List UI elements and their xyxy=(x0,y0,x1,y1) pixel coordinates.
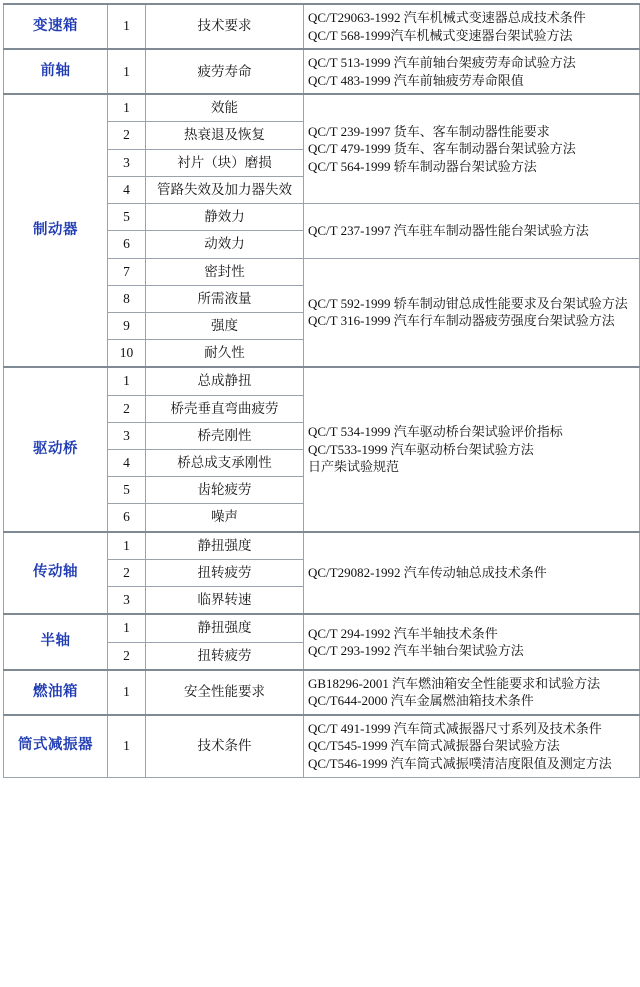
table-row xyxy=(4,614,640,642)
standards-cell xyxy=(304,614,640,669)
component-name-cell: 半轴 xyxy=(4,614,108,669)
table-row xyxy=(4,715,640,777)
row-number-cell: 2 xyxy=(108,395,146,422)
standard-line: QC/T 237-1997 汽车驻车制动器性能台架试验方法 xyxy=(308,223,589,238)
test-item-cell: 技术条件 xyxy=(146,715,304,777)
component-name-cell: 前轴 xyxy=(4,49,108,94)
test-item-cell: 临界转速 xyxy=(146,587,304,615)
standards-cell xyxy=(304,4,640,49)
row-number-cell: 5 xyxy=(108,204,146,231)
table-row xyxy=(4,532,640,560)
row-number-cell: 1 xyxy=(108,715,146,777)
test-item-cell: 静效力 xyxy=(146,204,304,231)
standards-cell xyxy=(304,49,640,94)
table-row xyxy=(4,94,640,122)
standard-line: GB18296-2001 汽车燃油箱安全性能要求和试验方法 xyxy=(308,675,601,691)
standards-cell xyxy=(304,532,640,615)
row-number-cell: 3 xyxy=(108,422,146,449)
test-item-cell: 衬片（块）磨损 xyxy=(146,149,304,176)
table-row xyxy=(4,367,640,395)
row-number-cell: 1 xyxy=(108,367,146,395)
standard-line: QC/T533-1999 汽车驱动桥台架试验方法 xyxy=(308,441,534,457)
standard-line: QC/T 479-1999 货车、客车制动器台架试验方法 xyxy=(308,141,576,157)
standard-line: 日产柴试验规范 xyxy=(308,459,400,475)
row-number-cell: 1 xyxy=(108,49,146,94)
test-item-cell: 强度 xyxy=(146,312,304,339)
component-name-cell: 燃油箱 xyxy=(4,670,108,715)
standards-cell xyxy=(304,670,640,715)
standards-cell xyxy=(304,204,640,258)
standard-line: QC/T29063-1992 汽车机械式变速器总成技术条件 xyxy=(308,10,586,25)
standard-line: QC/T 293-1992 汽车半轴台架试验方法 xyxy=(308,643,524,659)
standard-line: QC/T545-1999 汽车筒式减振器台架试验方法 xyxy=(308,738,560,754)
component-name-cell: 驱动桥 xyxy=(4,367,108,531)
row-number-cell: 6 xyxy=(108,504,146,532)
row-number-cell: 4 xyxy=(108,176,146,203)
table-row xyxy=(4,670,640,715)
row-number-cell: 4 xyxy=(108,450,146,477)
test-item-cell: 总成静扭 xyxy=(146,367,304,395)
row-number-cell: 8 xyxy=(108,285,146,312)
standard-line: QC/T 534-1999 汽车驱动桥台架试验评价指标 xyxy=(308,424,563,440)
standard-line: QC/T 513-1999 汽车前轴台架疲劳寿命试验方法 xyxy=(308,55,576,71)
standard-line: QC/T29082-1992 汽车传动轴总成技术条件 xyxy=(308,565,547,581)
standards-cell xyxy=(304,367,640,531)
test-item-cell: 技术要求 xyxy=(146,4,304,49)
table-body xyxy=(4,4,640,777)
test-item-cell: 静扭强度 xyxy=(146,614,304,642)
table-row xyxy=(4,49,640,94)
row-number-cell: 1 xyxy=(108,94,146,122)
test-item-cell: 噪声 xyxy=(146,504,304,532)
table-row xyxy=(4,4,640,49)
standards-cell xyxy=(304,94,640,203)
test-item-cell: 桥总成支承刚性 xyxy=(146,450,304,477)
row-number-cell: 9 xyxy=(108,312,146,339)
standard-line: QC/T 239-1997 货车、客车制动器性能要求 xyxy=(308,123,550,139)
test-item-cell: 桥壳垂直弯曲疲劳 xyxy=(146,395,304,422)
row-number-cell: 7 xyxy=(108,258,146,285)
row-number-cell: 1 xyxy=(108,532,146,560)
row-number-cell: 1 xyxy=(108,614,146,642)
row-number-cell: 5 xyxy=(108,477,146,504)
standard-line: QC/T 316-1999 汽车行车制动器疲劳强度台架试验方法 xyxy=(308,313,615,329)
row-number-cell: 10 xyxy=(108,340,146,368)
test-item-cell: 密封性 xyxy=(146,258,304,285)
component-name-cell: 变速箱 xyxy=(4,4,108,49)
standard-line: QC/T 294-1992 汽车半轴技术条件 xyxy=(308,625,498,641)
row-number-cell: 2 xyxy=(108,559,146,586)
component-name-cell: 筒式减振器 xyxy=(4,715,108,777)
test-item-cell: 动效力 xyxy=(146,231,304,258)
standard-line: QC/T 592-1999 轿车制动钳总成性能要求及台架试验方法 xyxy=(308,295,628,311)
test-item-cell: 扭转疲劳 xyxy=(146,559,304,586)
test-item-cell: 疲劳寿命 xyxy=(146,49,304,94)
test-item-cell: 所需液量 xyxy=(146,285,304,312)
standard-line: QC/T 564-1999 轿车制动器台架试验方法 xyxy=(308,158,537,174)
test-item-cell: 管路失效及加力器失效 xyxy=(146,176,304,203)
test-item-cell: 扭转疲劳 xyxy=(146,642,304,670)
test-item-cell: 静扭强度 xyxy=(146,532,304,560)
standard-line: QC/T644-2000 汽车金属燃油箱技术条件 xyxy=(308,693,534,709)
component-name-cell: 制动器 xyxy=(4,94,108,367)
test-item-cell: 齿轮疲劳 xyxy=(146,477,304,504)
standard-line: QC/T 483-1999 汽车前轴疲劳寿命限值 xyxy=(308,72,524,88)
component-name-cell: 传动轴 xyxy=(4,532,108,615)
row-number-cell: 3 xyxy=(108,587,146,615)
standard-line: QC/T 491-1999 汽车筒式减振器尺寸系列及技术条件 xyxy=(308,720,602,736)
test-item-cell: 热衰退及恢复 xyxy=(146,122,304,149)
test-item-cell: 安全性能要求 xyxy=(146,670,304,715)
row-number-cell: 1 xyxy=(108,4,146,49)
standard-line: QC/T546-1999 汽车筒式减振噗清洁度限值及测定方法 xyxy=(308,755,612,771)
standards-cell xyxy=(304,715,640,777)
standards-cell xyxy=(304,258,640,367)
row-number-cell: 6 xyxy=(108,231,146,258)
test-item-cell: 耐久性 xyxy=(146,340,304,368)
test-item-cell: 效能 xyxy=(146,94,304,122)
standard-line: QC/T 568-1999汽车机械式变速器台架试验方法 xyxy=(308,27,573,43)
row-number-cell: 2 xyxy=(108,642,146,670)
row-number-cell: 3 xyxy=(108,149,146,176)
row-number-cell: 1 xyxy=(108,670,146,715)
automotive-standards-table xyxy=(3,3,640,778)
test-item-cell: 桥壳刚性 xyxy=(146,422,304,449)
row-number-cell: 2 xyxy=(108,122,146,149)
